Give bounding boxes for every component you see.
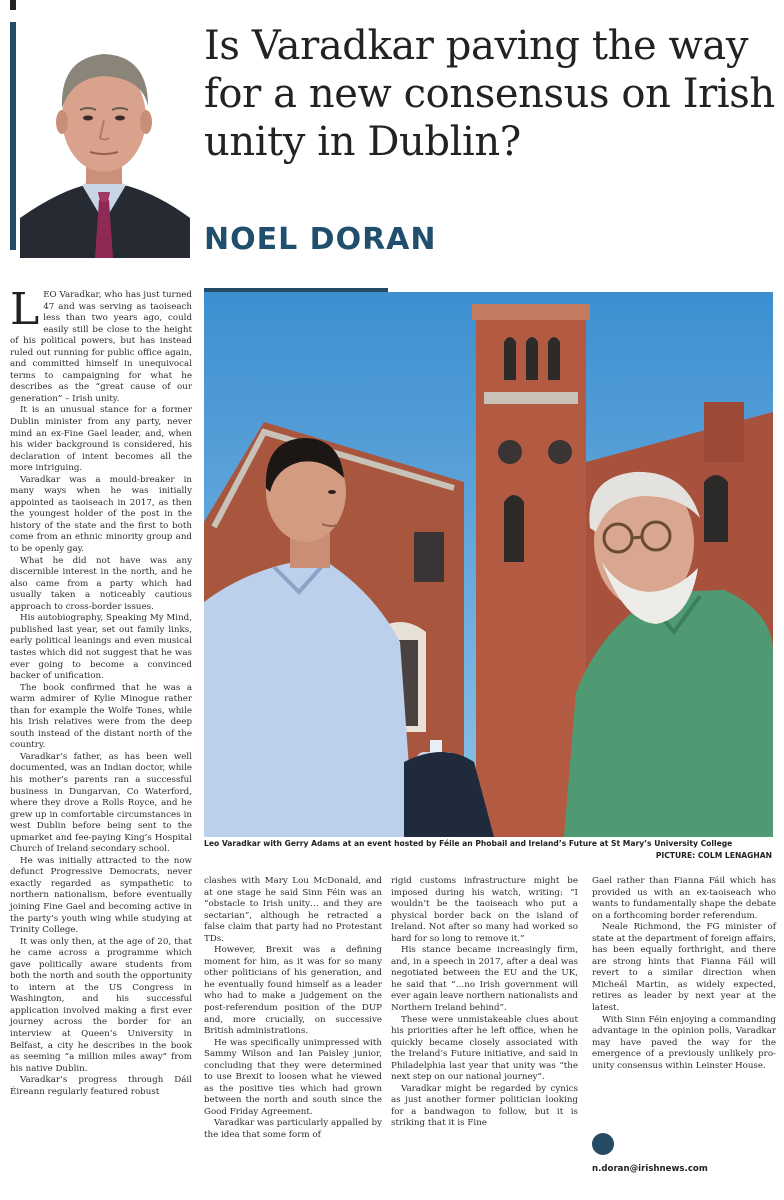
opening-text: EO Varadkar, who has just turned 47 and was serving as taoiseach less than two years ago, could easily still be close to the height of his political powers, but has instead ruled out running for public office again, and committed himself in unequivocal terms to campaigning for what he describes as the “great cause of our generation” – Irish unity.	[10, 290, 192, 404]
paragraph: Varadkar’s father, as has been well documented, was an Indian doctor, while his mother’s parents ran a successful business in Dungarvan, Co Waterford, where they drove a Rolls Royce, and he grew up in comfortable circumstances in west Dublin before being sent to the upmarket and fee-paying King’s Hospital Church of Ireland secondary school.	[10, 751, 192, 855]
paragraph: He was initially attracted to the now defunct Progressive Democrats, never exactly regarded as sympathetic to northern nationalism, before eventually joining Fine Gael and becoming active in the party’s youth wing while studying at Trinity College.	[10, 855, 192, 936]
article-column-4	[592, 876, 776, 1072]
paragraph: It was only then, at the age of 20, that he came across a programme which gave politically aware students from both the north and south the opportunity to intern at the US Congress in Washington, and his successful application involved making a first ever journey across the border for an interview at Queen’s University in Belfast, a city he describes in the book as seeming “a million miles away” from his native Dublin.	[10, 936, 192, 1074]
header-accent-bar	[10, 22, 16, 250]
article-column-3	[391, 876, 578, 1130]
author-portrait	[20, 22, 190, 258]
paragraph: These were unmistakeable clues about his priorities after he left office, when he quickly became closely associated with the Ireland’s Future initiative, and said in Philadelphia last year that unity was “the next step on our national journey”.	[391, 1014, 578, 1083]
paragraph: Varadkar might be regarded by cynics as just another former politician looking for a bandwagon to follow, but it is striking that it is Fine	[391, 1083, 578, 1129]
end-mark-icon	[592, 1133, 614, 1155]
paragraph: He was specifically unimpressed with Sammy Wilson and Ian Paisley junior, concluding that they were determined to use Brexit to loosen what he viewed as the positive ties which had grown between the north and south since the Good Friday Agreement.	[204, 1037, 382, 1117]
paragraph: Neale Richmond, the FG minister of state at the department of foreign affairs, has been equally forthright, and there are strong hints that Fianna Fáil will revert to a similar direction when Micheál Martin, as widely expected, retires as leader by next year at the latest.	[592, 922, 776, 1014]
article-column-2	[204, 876, 382, 1142]
caption-text: Leo Varadkar with Gerry Adams at an event hosted by Féile an Phobail and Ireland’s Future at St Mary’s University College	[204, 839, 733, 848]
headline: Is Varadkar paving the way for a new consensus on Irish unity in Dublin?	[204, 23, 775, 165]
paragraph: Varadkar’s progress through Dáil Éireann regularly featured robust	[10, 1075, 192, 1097]
main-photo	[204, 292, 773, 837]
article-column-1	[10, 284, 192, 1098]
paragraph: rigid customs infrastructure might be imposed during his watch, writing: “I wouldn’t be the taoiseach who put a physical border back on the island of Ireland. Not after so many had worked so hard for so long to remove it.”	[391, 876, 578, 944]
paragraph: Varadkar was particularly appalled by the idea that some form of	[204, 1118, 382, 1141]
paragraph: With Sinn Féin enjoying a commanding advantage in the opinion polls, Varadkar may have paved the way for the emergence of a previously unlikely pro-unity consensus within Leinster House.	[592, 1014, 776, 1071]
paragraph: clashes with Mary Lou McDonald, and at one stage he said Sinn Féin was an “obstacle to Irish unity… and they are sectarian”, although he retracted a false claim that party had no Protestant TDs.	[204, 876, 382, 944]
paragraph: However, Brexit was a defining moment for him, as it was for so many other politicians of his generation, and he eventually found himself as a leader who had to make a judgement on the post-referendum position of the DUP and, more crucially, on successive British administrations.	[204, 945, 382, 1037]
paragraph: Varadkar was a mould-breaker in many ways when he was initially appointed as taoiseach in 2017, as then the youngest holder of the post in the history of the state and the first to both come from an ethnic minority group and to be openly gay.	[10, 474, 192, 555]
drop-cap: L	[10, 284, 40, 335]
paragraph: It is an unusual stance for a former Dublin minister from any party, never mind an ex-Fine Gael leader, and, when his wider background is considered, his declaration of intent becomes all the more intriguing.	[10, 405, 192, 474]
author-byline: NOEL DORAN	[204, 222, 437, 257]
paragraph: His stance became increasingly firm, and, in a speech in 2017, after a deal was negotiated between the EU and the UK, he said that “…no Irish government will ever again leave northern nationalists and Northern Ireland behind”.	[391, 945, 578, 1014]
opening-paragraph	[10, 284, 192, 405]
photo-caption	[204, 838, 772, 862]
paragraph: His autobiography, Speaking My Mind, published last year, set out family links, early political leanings and even musical tastes which did not suggest that he was ever going to become a convinced backer of unification.	[10, 613, 192, 682]
paragraph: Gael rather than Fianna Fáil which has provided us with an ex-taoiseach who wants to fundamentally shape the debate on a forthcoming border referendum.	[592, 876, 776, 921]
top-rule	[10, 0, 16, 10]
paragraph: What he did not have was any discernible interest in the north, and he also came from a party which had usually taken a noticeably cautious approach to cross-border issues.	[10, 555, 192, 612]
author-email[interactable]: n.doran@irishnews.com	[592, 1164, 708, 1174]
paragraph: The book confirmed that he was a warm admirer of Kylie Minogue rather than for example the Wolfe Tones, while his Irish relatives were from the deep south instead of the distant north of the country.	[10, 682, 192, 751]
photo-credit: PICTURE: COLM LENAGHAN	[655, 851, 772, 860]
